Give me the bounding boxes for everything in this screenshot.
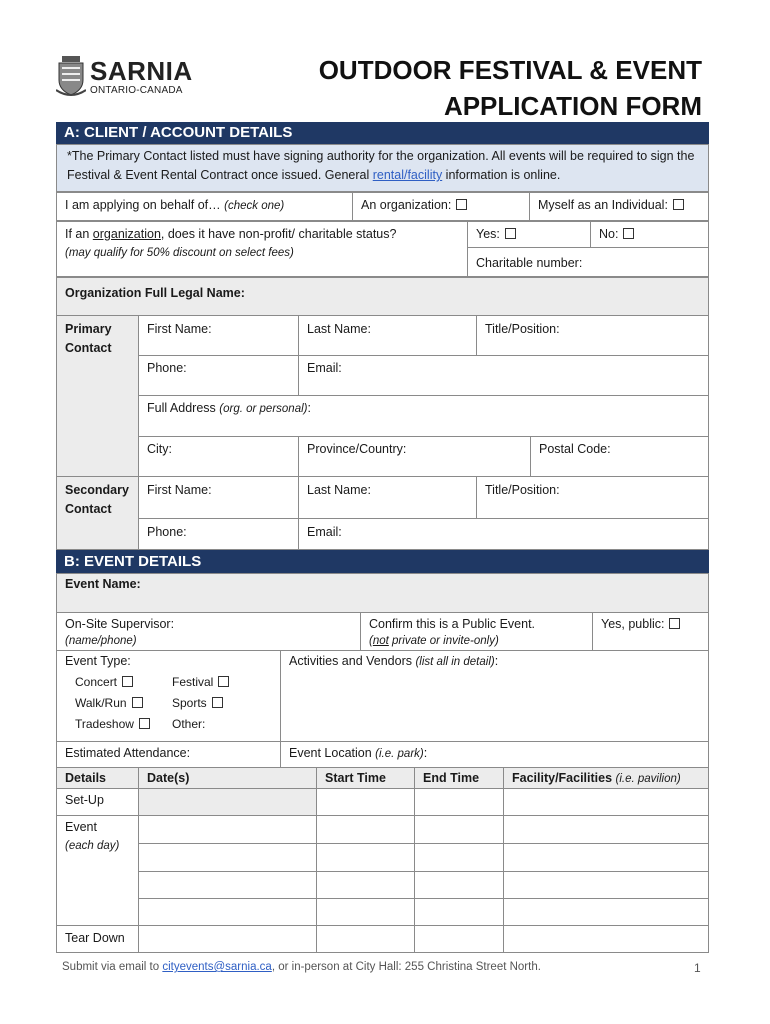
first-name-label: First Name: [147, 322, 212, 336]
row-event-label-cell [56, 815, 139, 926]
event-facility-cell[interactable] [503, 871, 709, 899]
title-position-label: Title/Position: [485, 322, 560, 336]
event-dates-cell[interactable] [138, 871, 317, 899]
public-hint-open: ( [369, 635, 373, 647]
location-label: Event Location [289, 746, 376, 760]
event-location-field[interactable] [280, 741, 709, 768]
public-hint-rest: private or invite-only) [388, 635, 499, 647]
col-end-header: End Time [414, 767, 504, 789]
full-address-colon: : [307, 401, 311, 415]
type-tradeshow-label: Tradeshow [75, 717, 134, 731]
city-label: City: [147, 442, 172, 456]
col-dates-header: Date(s) [138, 767, 317, 789]
yes-public-cell [592, 612, 709, 651]
title-position-label: Title/Position: [485, 483, 560, 497]
org-legal-name-label: Organization Full Legal Name: [65, 286, 245, 300]
nonprofit-no-checkbox[interactable] [623, 228, 634, 239]
supervisor-label: On-Site Supervisor: [65, 617, 175, 631]
event-facility-cell[interactable] [503, 898, 709, 926]
primary-last-name-field[interactable] [298, 315, 477, 356]
event-facility-cell[interactable] [503, 843, 709, 872]
teardown-start-cell[interactable] [316, 925, 415, 953]
concert-checkbox[interactable] [122, 676, 133, 687]
email-label: Email: [307, 525, 342, 539]
secondary-contact-label: Secondary Contact [65, 483, 129, 516]
event-end-cell[interactable] [414, 871, 504, 899]
type-other[interactable] [172, 715, 205, 734]
nonprofit-yes-checkbox[interactable] [505, 228, 516, 239]
nonprofit-question-pre: If an [65, 227, 93, 241]
public-hint-not: not [372, 635, 389, 647]
primary-title-field[interactable] [476, 315, 709, 356]
organization-checkbox[interactable] [456, 199, 467, 210]
applying-hint: (check one) [224, 200, 285, 212]
activities-label: Activities and Vendors [289, 654, 416, 668]
option-individual-label: Myself as an Individual: [538, 198, 668, 212]
location-hint: (i.e. park) [375, 748, 424, 760]
nonprofit-question-org: organization [92, 227, 161, 241]
event-end-cell[interactable] [414, 815, 504, 844]
facility-header-hint: (i.e. pavilion) [615, 773, 681, 785]
event-end-cell[interactable] [414, 843, 504, 872]
individual-checkbox[interactable] [673, 199, 684, 210]
secondary-first-name-field[interactable] [138, 476, 299, 519]
first-name-label: First Name: [147, 483, 212, 497]
nonprofit-question-cell [56, 221, 468, 277]
full-address-label: Full Address [147, 401, 220, 415]
phone-label: Phone: [147, 525, 187, 539]
option-individual [529, 192, 709, 221]
secondary-email-field[interactable] [298, 518, 709, 550]
teardown-end-cell[interactable] [414, 925, 504, 953]
walkrun-checkbox[interactable] [132, 697, 143, 708]
public-event-confirm-cell [360, 612, 593, 651]
col-details-header: Details [56, 767, 139, 789]
city-crest-icon [56, 54, 86, 98]
last-name-label: Last Name: [307, 483, 371, 497]
primary-phone-field[interactable] [138, 355, 299, 396]
setup-end-cell[interactable] [414, 788, 504, 816]
teardown-facility-cell[interactable] [503, 925, 709, 953]
public-confirm-label: Confirm this is a Public Event. [369, 617, 536, 631]
footer-submission-note [62, 961, 541, 973]
event-facility-cell[interactable] [503, 815, 709, 844]
primary-province-field[interactable] [298, 436, 531, 477]
activities-vendors-field[interactable] [280, 650, 709, 742]
primary-address-field[interactable] [138, 395, 709, 437]
nonprofit-no-label: No: [599, 227, 619, 241]
applying-on-behalf-cell [56, 192, 353, 221]
festival-checkbox[interactable] [218, 676, 229, 687]
signing-authority-note [56, 144, 709, 192]
col-facility-header [503, 767, 709, 789]
yes-public-label: Yes, public: [601, 617, 665, 631]
applying-label: I am applying on behalf of… [65, 198, 225, 212]
footer-text-post: , or in-person at City Hall: 255 Christina Street North. [271, 961, 541, 973]
event-end-cell[interactable] [414, 898, 504, 926]
type-festival-label: Festival [172, 675, 214, 689]
section-b-heading: B: EVENT DETAILS [56, 550, 709, 573]
logo-subtitle: ONTARIO-CANADA [90, 85, 183, 96]
activities-hint: (list all in detail) [415, 656, 495, 668]
rental-facility-link[interactable]: rental/facility [372, 168, 443, 182]
full-address-hint: (org. or personal) [219, 403, 308, 415]
postal-label: Postal Code: [539, 442, 611, 456]
charitable-number-label: Charitable number: [476, 256, 583, 270]
type-sports-label: Sports [172, 696, 207, 710]
col-start-header: Start Time [316, 767, 415, 789]
primary-first-name-field[interactable] [138, 315, 299, 356]
supervisor-hint: (name/phone) [65, 635, 137, 647]
row-event-label: Event [65, 820, 97, 834]
primary-contact-label: Primary Contact [65, 322, 112, 355]
logo-name: SARNIA [90, 56, 193, 86]
form-title [319, 52, 702, 124]
event-start-cell[interactable] [316, 815, 415, 844]
org-legal-name-field[interactable] [56, 277, 709, 316]
nonprofit-hint: (may qualify for 50% discount on select fees) [65, 247, 294, 259]
nonprofit-no-cell [590, 221, 709, 248]
title-line-1: OUTDOOR FESTIVAL & EVENT [318, 55, 702, 85]
primary-contact-label-cell [56, 315, 139, 477]
event-dates-cell[interactable] [138, 843, 317, 872]
attendance-label: Estimated Attendance: [65, 746, 191, 760]
location-colon: : [423, 746, 428, 760]
footer-text-pre: Submit via email to [62, 961, 163, 973]
event-dates-cell[interactable] [138, 815, 317, 844]
event-name-field[interactable] [56, 573, 709, 613]
event-start-cell[interactable] [316, 898, 415, 926]
attendance-field[interactable] [56, 741, 281, 768]
primary-postal-field[interactable] [530, 436, 709, 477]
province-label: Province/Country: [307, 442, 407, 456]
yes-public-checkbox[interactable] [669, 618, 680, 629]
last-name-label: Last Name: [307, 322, 371, 336]
note-text-1: *The Primary Contact listed must have signing authority for the organization. All events will be required to sign the Festival & Event Rental Contract once issued. General [67, 149, 695, 182]
footer-email-link[interactable]: cityevents@sarnia.ca [162, 961, 272, 973]
activities-colon: : [494, 654, 499, 668]
type-festival [172, 673, 229, 692]
secondary-last-name-field[interactable] [298, 476, 477, 519]
row-setup-label: Set-Up [56, 788, 139, 816]
event-start-cell[interactable] [316, 843, 415, 872]
tradeshow-checkbox[interactable] [139, 718, 150, 729]
option-organization [352, 192, 530, 221]
row-teardown-label: Tear Down [56, 925, 139, 953]
setup-dates-cell[interactable] [138, 788, 317, 816]
type-tradeshow [75, 715, 150, 734]
teardown-dates-cell[interactable] [138, 925, 317, 953]
page-number: 1 [694, 961, 701, 975]
event-type-label: Event Type: [65, 654, 131, 668]
nonprofit-question-post: , does it have non-profit/ charitable status? [160, 227, 397, 241]
type-walkrun [75, 694, 143, 713]
note-text-2: information is online. [442, 168, 561, 182]
event-dates-cell[interactable] [138, 898, 317, 926]
nonprofit-yes-cell [467, 221, 591, 248]
title-line-2: APPLICATION FORM [443, 91, 702, 121]
option-organization-label: An organization: [361, 198, 452, 212]
type-sports [172, 694, 223, 713]
sports-checkbox[interactable] [212, 697, 223, 708]
supervisor-field[interactable] [56, 612, 361, 651]
phone-label: Phone: [147, 361, 187, 375]
setup-facility-cell[interactable] [503, 788, 709, 816]
nonprofit-yes-label: Yes: [476, 227, 500, 241]
event-name-label: Event Name: [65, 577, 141, 591]
type-other-label: Other: [172, 717, 206, 731]
section-a-heading: A: CLIENT / ACCOUNT DETAILS [56, 122, 709, 144]
row-event-hint: (each day) [65, 840, 120, 852]
setup-start-cell[interactable] [316, 788, 415, 816]
secondary-contact-label-cell [56, 476, 139, 550]
type-concert-label: Concert [75, 675, 118, 689]
primary-email-field[interactable] [298, 355, 709, 396]
event-type-cell [56, 650, 281, 742]
primary-city-field[interactable] [138, 436, 299, 477]
type-walkrun-label: Walk/Run [75, 696, 127, 710]
secondary-phone-field[interactable] [138, 518, 299, 550]
email-label: Email: [307, 361, 342, 375]
type-concert [75, 673, 133, 692]
secondary-title-field[interactable] [476, 476, 709, 519]
charitable-number-field[interactable] [467, 247, 709, 277]
event-start-cell[interactable] [316, 871, 415, 899]
sarnia-logo [56, 54, 196, 102]
facility-header-label: Facility/Facilities [512, 771, 616, 785]
